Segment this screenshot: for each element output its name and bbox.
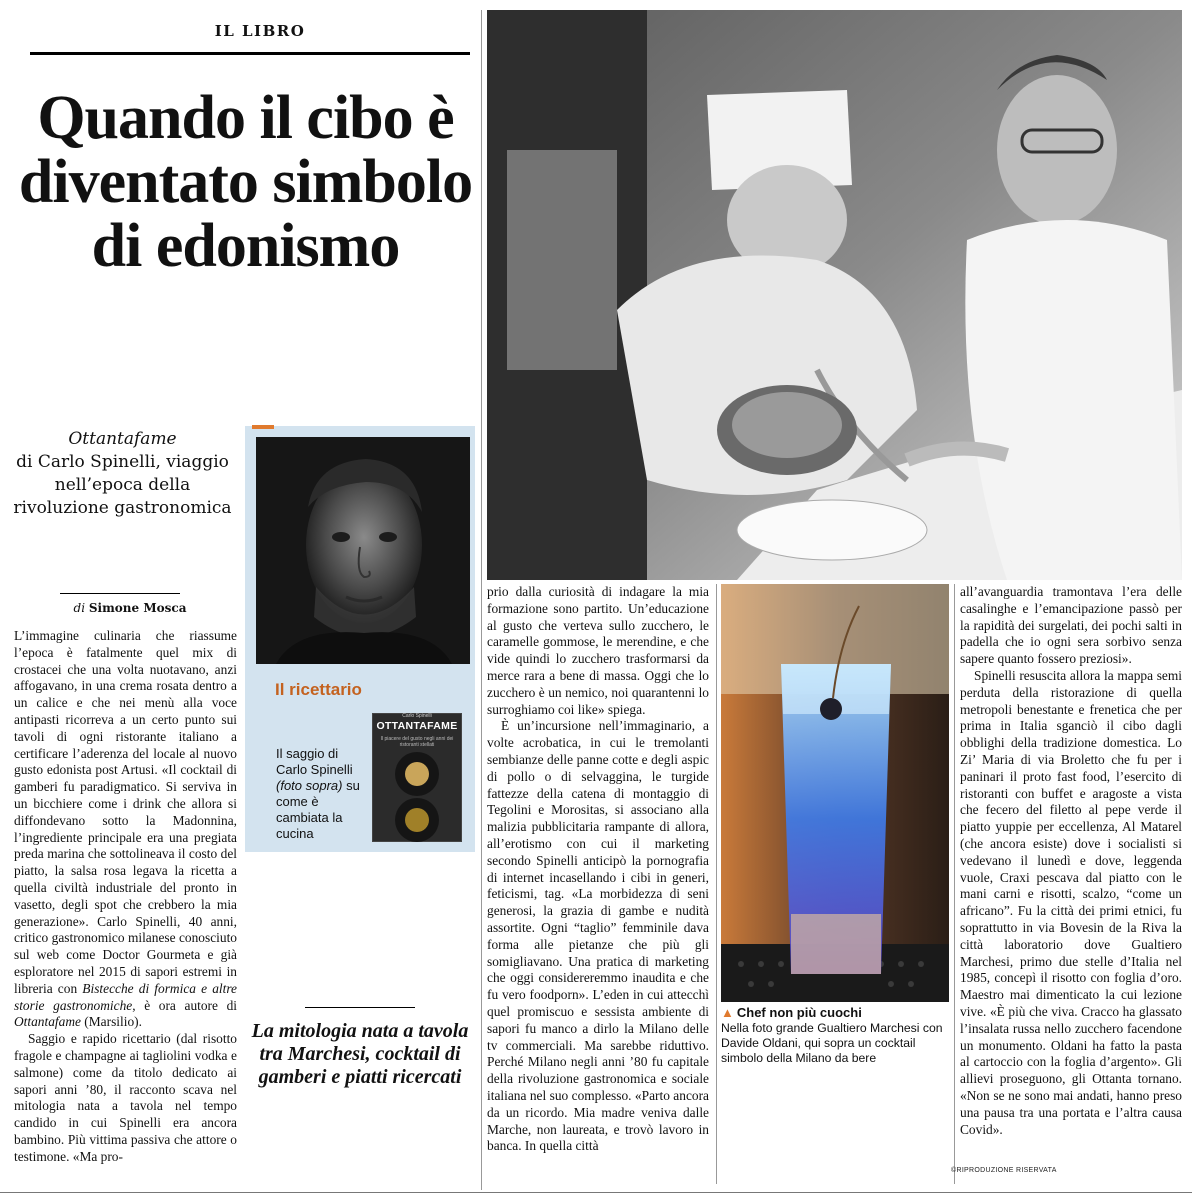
byline-rule: [60, 593, 180, 594]
article-column-2: [487, 584, 709, 1189]
book-cover-title: OTTANTAFAME: [376, 720, 458, 732]
caption-text: Nella foto grande Gualtiero Marchesi con Davide Oldani, qui sopra un cocktail simbolo della Milano da bere: [721, 1021, 943, 1065]
box-text-italic: (foto sopra): [276, 778, 343, 793]
column-3-paragraph-1: all’avanguardia tramontava l’era delle casalinghe e l’emancipazione passò per la rapidità dei surgelati, dei pochi salti in padella che io ogni sera sorbivo senza sapere quanto fossero preziosi».: [960, 584, 1182, 667]
column-1-paragraph-2: Saggio e rapido ricettario (dal risotto fragole e champagne ai tagliolini vodka e salmone) come da titolo dedicato ai sapori anni ’80, il racconto scava nel mitologia nata a tavola nel tempo candido in cui Spinelli era ancora bambino. Più vittima passiva che attore o testimone. «Ma pro-: [14, 1031, 237, 1164]
pullquote: La mitologia nata a tavola tra Marchesi, cocktail di gamberi e piatti ricercati: [251, 1020, 469, 1088]
column-2-paragraph-1: prio dalla curiosità di indagare la mia formazione sono partito. Un’educazione al gusto che verteva sullo zucchero, le caramelle gommose, le merendine, e che vide quindi lo zucchero trasformarsi da merce rara a bene di massa. Oggi che lo zucchero è un nemico, noi quarantenni lo surroghiamo coi like» spiega.: [487, 584, 709, 717]
pullquote-rule: [305, 1007, 415, 1008]
subhead-book-title: Ottantafame: [68, 429, 177, 449]
plate-2-image: [395, 798, 439, 842]
book-cover: [372, 713, 462, 842]
box-accent-bar: [252, 425, 274, 429]
subhead: [10, 428, 235, 520]
author-portrait: [256, 437, 470, 664]
copyright-notice: ©RIPRODUZIONE RISERVATA: [951, 1167, 1057, 1174]
byline-author: Simone Mosca: [88, 601, 187, 615]
caption-title: [721, 1005, 862, 1020]
main-photo-chefs: [487, 10, 1182, 580]
c1-text: L’immagine culinaria che riassume l’epoca è fatalmente quel mix di crostacei che una volta nuotavano, anzi affogavano, in una crema rosata dentro a un calice e che nei menù alla voce antipasti ricorreva a un certo punto sui tavoli di ogni ristorante italiano a certificare l’aderenza del locale al nuovo gusto edonista post Artusi. «Il cocktail di gamberi fu paradigmatico. Si serviva in un bicchiere come i drink che allora si diffondevano sotto la Madonnina, l’ingrediente principale era una pregiata preda marina che sottolineava il costo del piatto, la salsa rosa legava la ricetta a quella civiltà industriale del pronto in vasetto, degli spot che crebbero la mia generazione». Carlo Spinelli, 40 anni, critico gastronomico milanese conosciuto sul web come Doctor Gourmeta e già esploratore nel 2015 di sapori estremi in libreria con: [14, 628, 237, 996]
section-kicker: IL LIBRO: [214, 22, 306, 40]
page-bottom-rule: [0, 1192, 1192, 1193]
box-text-a: Il saggio di Carlo Spinelli: [276, 746, 353, 777]
caption-title-text: Chef non più cuochi: [736, 1005, 862, 1020]
box-title: Il ricettario: [275, 680, 362, 699]
caption-triangle-icon: ▲: [721, 1005, 734, 1020]
column-2-paragraph-2: È un’incursione nell’immaginario, a volte acrobatica, in cui le tremolanti sembianze delle panne cotte e degli aspic di pollo o di selvaggina, le turgide fattezze della catena di montaggio di Tegolini e Morositas, si associano alla malizia pubblicitaria rampante di allora, all’erotismo con cui il marketing secondo Spinelli anticipò la pornografia di internet incasellando i cibi in generi, feticismi, tag. «La morbidezza di seni generosi, la grazia di gambe e nudità assortite. Ogni “taglio” femminile dava forma alle pietanze che più gli somigliavano. Una pratica di marketing che oggi considereremmo inaudita e che fu vero foodporn». L’eden in cui attecchì quel promiscuo e sessista ambiente di sapori fu manco a dirlo la Milano delle tv commerciali. Ma sarebbe riduttivo. Perché Milano negli anni ’80 fu capitale della rivoluzione gastronomica e sociale italiana nel suo complesso. «Parto ancora da un ricordo. Mia madre veniva dalle Marche, non laureata, e trovò lavoro in banca. In quella città: [487, 718, 709, 1154]
article-column-3: [960, 584, 1182, 1164]
c1-italic-title-2: Ottantafame: [14, 1014, 81, 1030]
article-column-1: [14, 628, 237, 1183]
book-cover-author: Carlo Spinelli: [402, 713, 432, 719]
book-cover-subtitle: Il piacere del gusto negli anni dei ristoranti stellati: [380, 736, 454, 748]
c1-text-end: , è ora autore di: [132, 997, 237, 1013]
box-text-b: su come è cambiata la cucina: [276, 778, 360, 841]
c1-italic-title: Bistecche di formica e altre storie gastronomiche: [14, 980, 237, 1013]
c1-text-tail: (Marsilio).: [80, 1014, 142, 1030]
subhead-text: di Carlo Spinelli, viaggio nell’epoca della rivoluzione gastronomica: [13, 452, 232, 518]
byline: [30, 601, 230, 615]
byline-prefix: di: [73, 601, 86, 615]
plate-1-image: [395, 752, 439, 796]
kicker-rule: [30, 52, 470, 55]
cocktail-photo: [721, 584, 949, 1002]
column-1-paragraph-1: [14, 628, 237, 1031]
box-text: [276, 746, 371, 842]
headline: Quando il cibo è diventato simbolo di edonismo: [18, 84, 473, 280]
column-3-paragraph-2: Spinelli resuscita allora la mappa semi perduta della ristorazione di quella metropoli benestante e frenetica che per prima in Italia sganciò il cibo dagli obblighi della tradizione domestica. Lo Zi’ Maria di via Broletto che fu per i paninari il proto fast food, l’esercito di ristoranti con buffet e aragoste a vista che fecero del filetto al pepe verde il piatto yuppie per eccellenza, Al Matarel (che ancora esiste) dove i socialisti si vedevano il lunedì e dove, leggenda vuole, Craxi pescava dal piatto con le mani carni e risotti, scalzo, “come un africano”. Fu la città dei primi etnici, fu soprattutto in via Bovesin de la Riva la città laboratorio dove Gualtiero Marchesi, primo due stelle d’Italia nel 1985, concepì il risotto con foglia d’oro. Maestro mai dimenticato la cui lezione vive. «È più che viva. Cracco ha glassato l’insalata russa nello zucchero facendone un monumento. Oldani ha fatto la pasta al cartoccio con la foglia d’argento». Gli allievi proseguono, gli Ottanta tornano. «Non se ne sono mai andati, hanno preso una pausa tra una portata e l’altra causa Covid».: [960, 667, 1182, 1137]
